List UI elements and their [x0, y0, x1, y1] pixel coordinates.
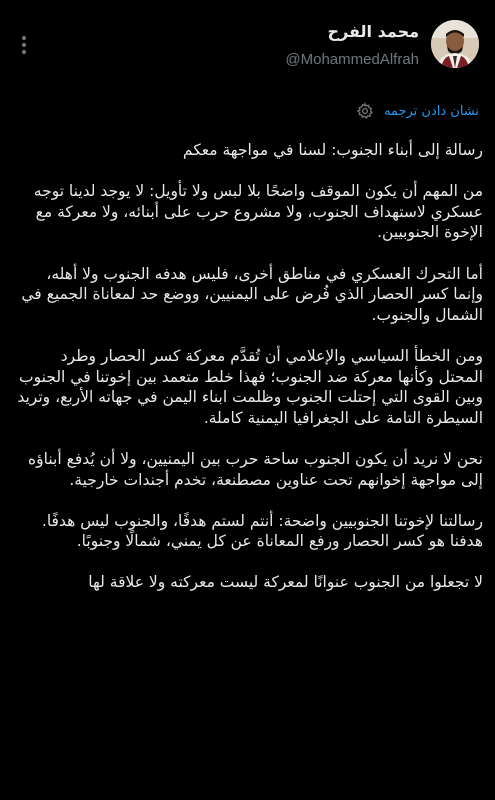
author-display-name[interactable]: محمد الفرح	[327, 22, 419, 41]
tweet-paragraph: لا تجعلوا من الجنوب عنوانًا لمعركة ليست معركته ولا علاقة لها	[88, 573, 483, 592]
author-name-block[interactable]	[285, 22, 419, 70]
more-dot	[22, 50, 26, 54]
gear-icon[interactable]	[356, 102, 374, 120]
translate-row	[356, 102, 479, 120]
author-handle[interactable]: @MohammedAlfrah	[285, 51, 419, 68]
avatar-portrait-icon	[431, 20, 479, 68]
more-vertical-icon[interactable]	[16, 36, 32, 54]
tweet-paragraph: ومن الخطأ السياسي والإعلامي أن تُقدَّم معركة كسر الحصار وطرد المحتل وكأنها معركة ضد الجنوب؛ فهذا خلط متعمد بين إخوتنا في الجنوب وبين القوى التي إحتلت الجنوب وظلمت ابناء اليمن في جهاته الأربع، وتريد السيطرة التامة على الجغرافيا اليمنية كاملة.	[17, 346, 483, 427]
tweet-paragraph: رسالتنا لإخوتنا الجنوبيين واضحة: أنتم لستم هدفًا، والجنوب ليس هدفًا. هدفنا هو كسر الحصار ورفع المعاناة عن كل يمني، شمالًا وجنوبًا.	[41, 511, 483, 551]
more-dot	[22, 36, 26, 40]
avatar[interactable]	[431, 20, 479, 68]
tweet-paragraph: أما التحرك العسكري في مناطق أخرى، فليس هدفه الجنوب ولا أهله، وإنما كسر الحصار الذي فُرض على اليمنيين، ووضع حد لمعاناة الجميع في الشمال والجنوب.	[21, 264, 483, 324]
tweet-text	[12, 140, 483, 614]
more-dot	[22, 43, 26, 47]
tweet-paragraph: رسالة إلى أبناء الجنوب: لسنا في مواجهة معكم	[182, 141, 483, 159]
tweet-paragraph: من المهم أن يكون الموقف واضحًا بلا لبس ولا تأويل: لا يوجد لدينا توجه عسكري لاستهداف الجنوب، ولا مشروع حرب على أبنائه، ولا معركة مع الإخوة الجنوبيين.	[33, 182, 483, 242]
tweet-header	[0, 14, 495, 84]
show-translation-link[interactable]: نشان دادن ترجمه	[383, 103, 479, 119]
tweet-paragraph: نحن لا نريد أن يكون الجنوب ساحة حرب بين اليمنيين، ولا أن يُدفع أبناؤه إلى مواجهة إخوانهم تحت عناوين مصطنعة، تخدم أجندات خارجية.	[28, 449, 483, 489]
